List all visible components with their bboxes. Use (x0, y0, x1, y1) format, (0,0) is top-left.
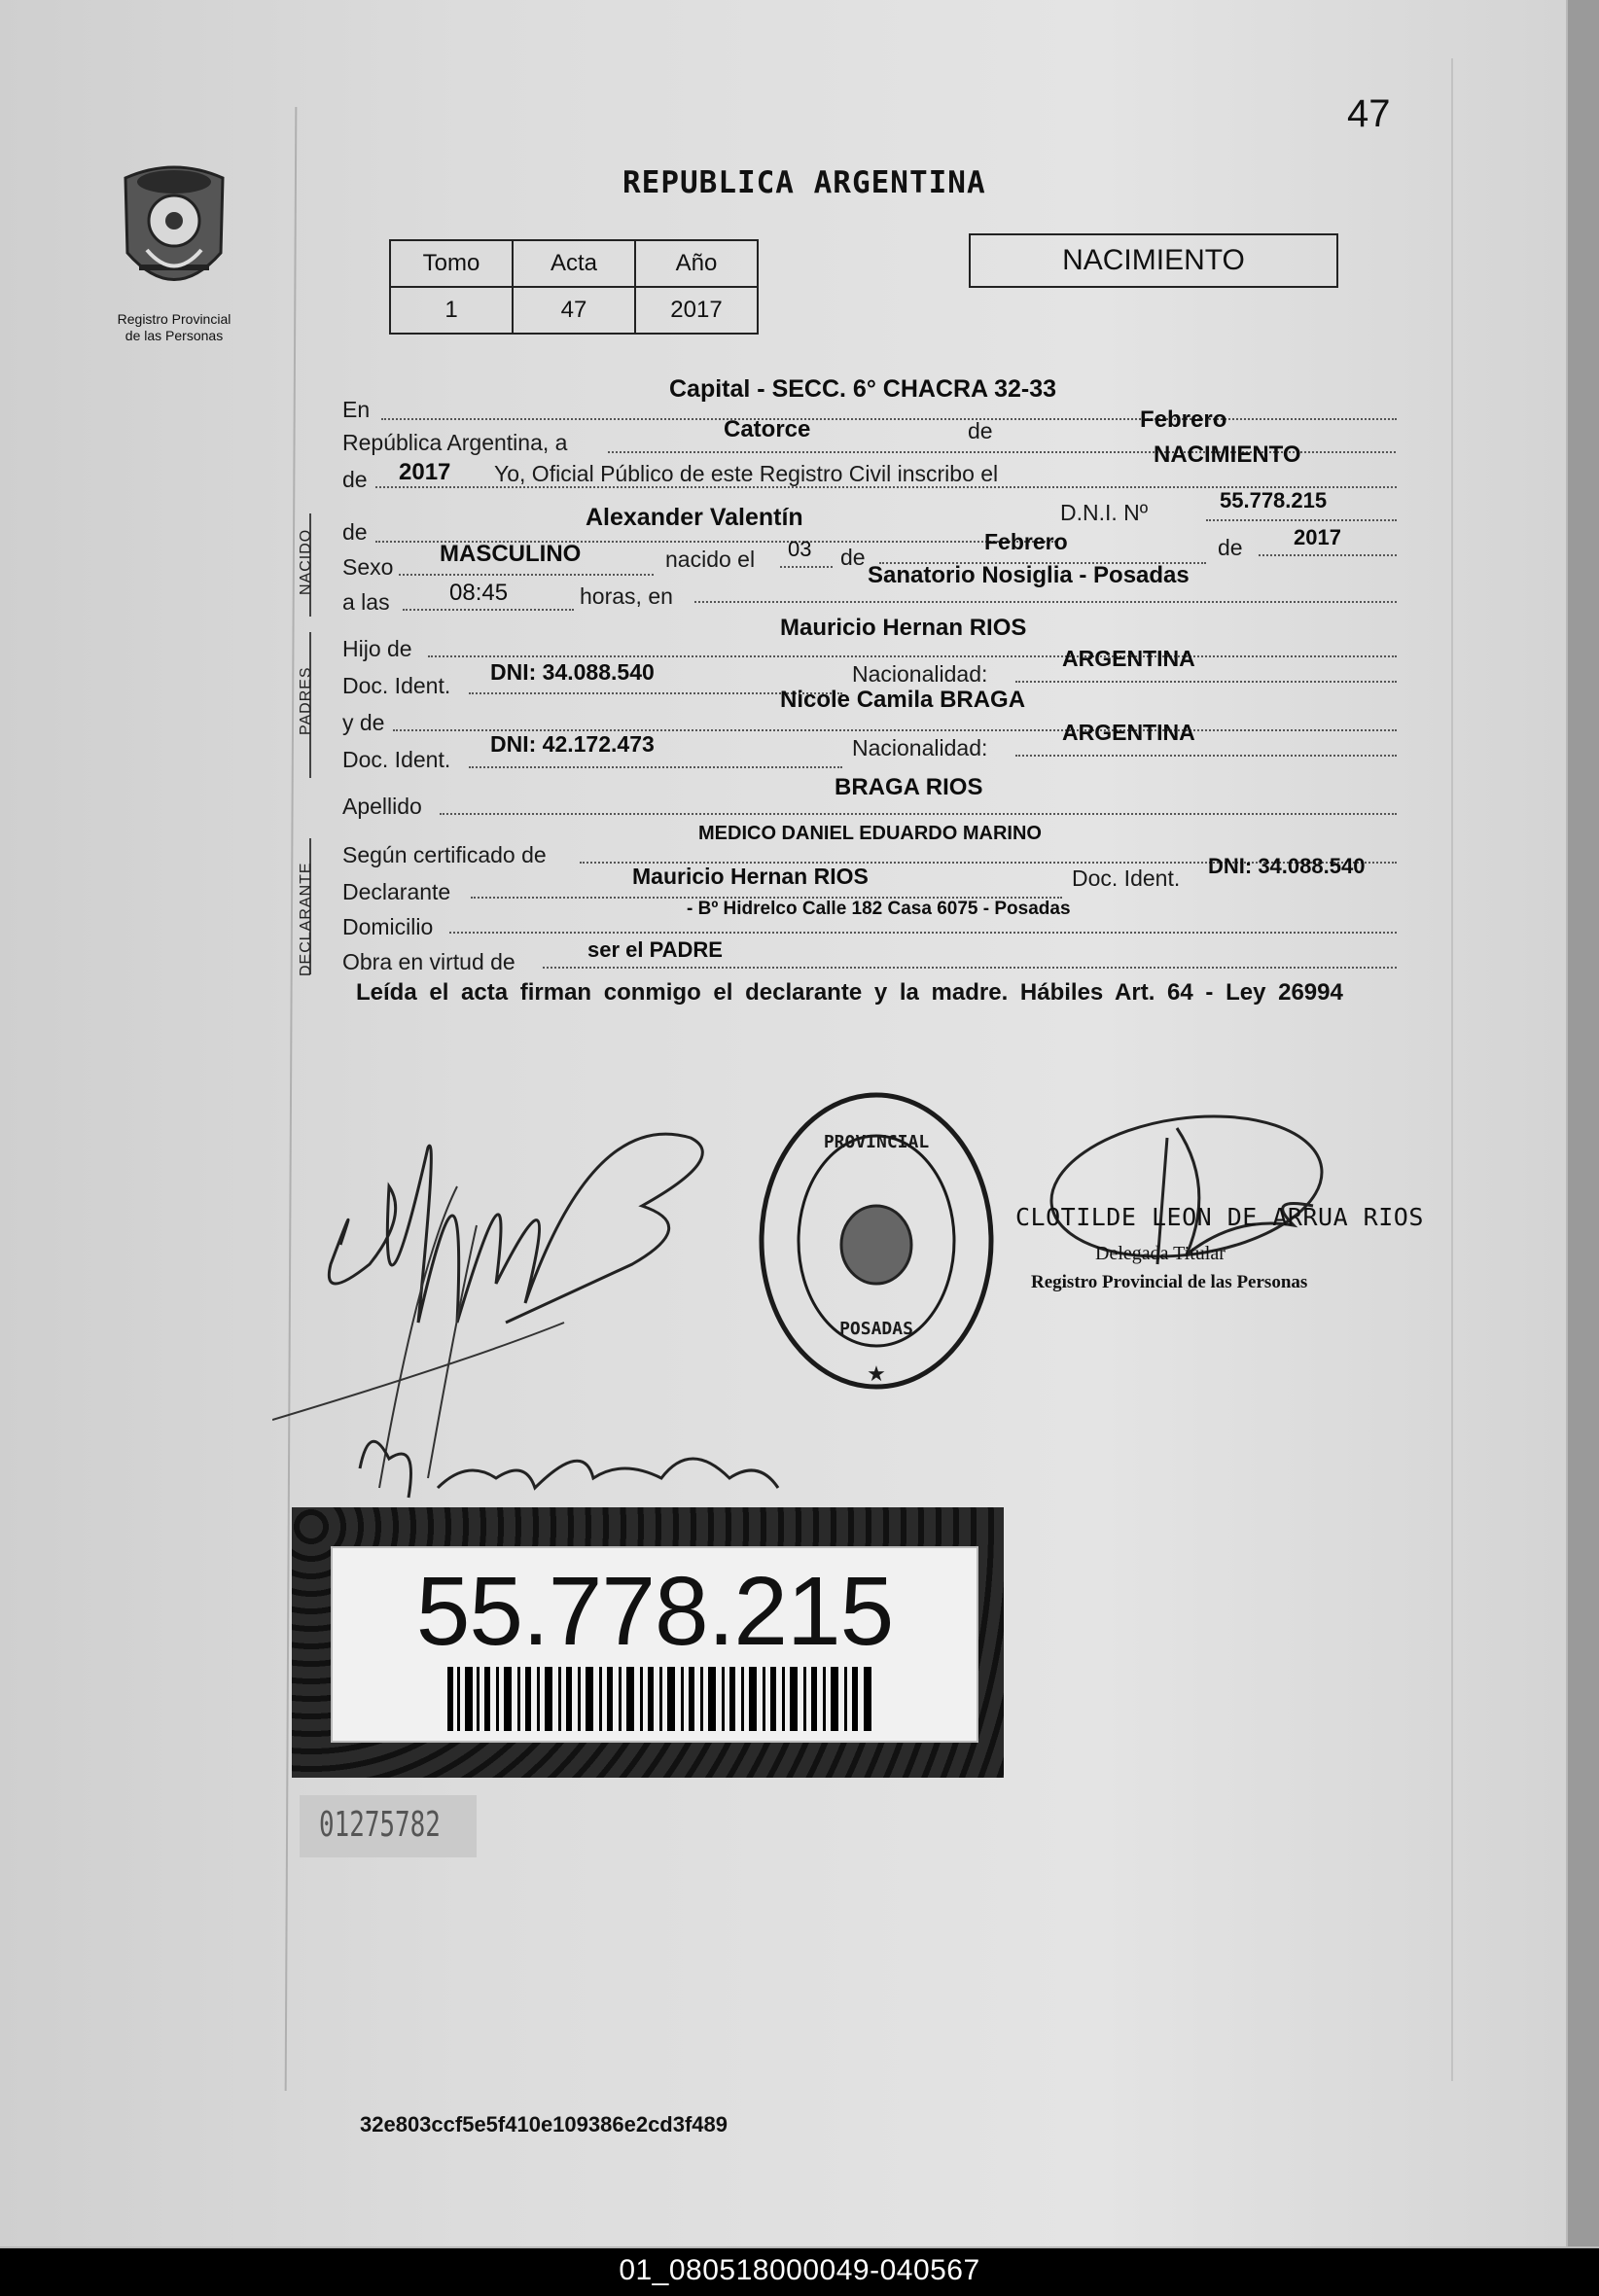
certificado-label: Según certificado de (342, 842, 547, 867)
de-nombre-label: de (342, 519, 368, 545)
domicilio-value: - Bº Hidrelco Calle 182 Casa 6075 - Posadas (687, 899, 1071, 919)
sticker-number: 55.778.215 (415, 1557, 894, 1666)
logo-caption-line2: de las Personas (124, 328, 224, 343)
day-value: Catorce (724, 416, 811, 442)
value-tomo: 1 (390, 287, 513, 334)
registry-table (389, 239, 759, 335)
nacido-label: nacido el (665, 547, 756, 572)
oficial-text: Yo, Oficial Público de este Registro Civil inscribo el (494, 461, 999, 486)
padre-doc-value: DNI: 34.088.540 (490, 659, 655, 685)
dotted-line (399, 574, 654, 576)
barcode-icon (447, 1667, 875, 1731)
dotted-line (543, 967, 1397, 969)
de-label: de (968, 418, 993, 443)
svg-text:★: ★ (867, 1361, 886, 1386)
obra-value: ser el PADRE (587, 937, 723, 962)
dotted-line (1015, 755, 1397, 757)
nacido-side-label: NACIDO (298, 528, 314, 595)
value-acta: 47 (513, 287, 635, 334)
madre-nac-value: ARGENTINA (1062, 720, 1195, 745)
dotted-line (469, 766, 842, 768)
en-label: En (342, 397, 371, 422)
footer-code: 01_080518000049-040567 (619, 2254, 980, 2286)
padres-side-label: PADRES (298, 666, 314, 735)
republica-label: República Argentina, a (342, 430, 568, 455)
closing-statement: Leída el acta firman conmigo el declarante y la madre. Hábiles Art. 64 - Ley 26994 (356, 979, 1343, 1006)
de-year-label: de (342, 467, 368, 492)
a-las-label: a las (342, 589, 390, 615)
coat-of-arms-icon (116, 160, 232, 301)
lugar-value: Sanatorio Nosiglia - Posadas (868, 562, 1190, 588)
birth-year-value: 2017 (1294, 525, 1341, 549)
certificado-value: MEDICO DANIEL EDUARDO MARINO (698, 823, 1042, 844)
birth-month-value: Febrero (984, 529, 1068, 554)
id-sticker (292, 1507, 1004, 1778)
obra-label: Obra en virtud de (342, 949, 515, 974)
nombre-value: Alexander Valentín (586, 504, 803, 531)
apellido-value: BRAGA RIOS (835, 774, 983, 800)
inscribe-type-value: NACIMIENTO (1154, 442, 1301, 468)
registry-seal-icon (757, 1089, 996, 1400)
serial-number: 01275782 (319, 1805, 441, 1845)
de-birth-year-label: de (1218, 535, 1243, 560)
de-birth-month-label: de (840, 545, 866, 570)
madre-nac-label: Nacionalidad: (852, 735, 988, 760)
logo-caption-line1: Registro Provincial (117, 311, 231, 327)
page-number: 47 (1347, 92, 1391, 135)
hijo-de-label: Hijo de (342, 636, 412, 661)
dni-value: 55.778.215 (1220, 488, 1328, 512)
declarante-doc-value: DNI: 34.088.540 (1208, 854, 1366, 878)
document-title: REPUBLICA ARGENTINA (622, 165, 986, 200)
registry-logo (105, 160, 243, 344)
padre-nac-value: ARGENTINA (1062, 646, 1195, 671)
madre-value: Nicole Camila BRAGA (780, 687, 1026, 713)
dotted-line (1206, 519, 1397, 521)
dotted-line (694, 601, 1397, 603)
padre-doc-label: Doc. Ident. (342, 673, 451, 698)
official-role: Delegada Titular (1095, 1243, 1226, 1264)
declarante-value: Mauricio Hernan RIOS (632, 864, 869, 889)
domicilio-label: Domicilio (342, 914, 434, 939)
dotted-line (780, 566, 833, 568)
scanner-edge (1568, 0, 1599, 2246)
place-value: Capital - SECC. 6° CHACRA 32-33 (669, 375, 1057, 403)
sexo-value: MASCULINO (440, 541, 582, 567)
official-office: Registro Provincial de las Personas (1031, 1272, 1308, 1292)
dotted-line (449, 932, 1397, 934)
right-margin-line (1451, 58, 1453, 2081)
sticker-label (331, 1546, 978, 1743)
declarante-doc-label: Doc. Ident. (1072, 865, 1181, 891)
header-acta: Acta (513, 240, 635, 287)
svg-text:POSADAS: POSADAS (839, 1319, 913, 1339)
birth-day-value: 03 (788, 537, 812, 561)
document-hash: 32e803ccf5e5f410e109386e2cd3f489 (360, 2112, 728, 2137)
madre-doc-value: DNI: 42.172.473 (490, 731, 655, 757)
sexo-label: Sexo (342, 554, 394, 580)
declarante-label: Declarante (342, 879, 451, 904)
y-de-label: y de (342, 710, 385, 735)
dni-label: D.N.I. Nº (1060, 500, 1149, 525)
horas-en-label: horas, en (580, 583, 673, 609)
dotted-line (1259, 554, 1397, 556)
header-anio: Año (635, 240, 758, 287)
value-anio: 2017 (635, 287, 758, 334)
year-value: 2017 (399, 459, 451, 485)
official-name: CLOTILDE LEON DE ARRUA RIOS (1015, 1203, 1424, 1231)
record-type-box: NACIMIENTO (969, 233, 1338, 288)
padre-nac-label: Nacionalidad: (852, 661, 988, 687)
svg-text:PROVINCIAL: PROVINCIAL (823, 1132, 930, 1152)
hora-value: 08:45 (449, 580, 509, 606)
dotted-line (428, 655, 1397, 657)
dotted-line (440, 813, 1397, 815)
padre-value: Mauricio Hernan RIOS (780, 615, 1027, 641)
header-tomo: Tomo (390, 240, 513, 287)
dotted-line (1015, 681, 1397, 683)
apellido-label: Apellido (342, 794, 422, 819)
dotted-line (403, 609, 574, 611)
madre-doc-label: Doc. Ident. (342, 747, 451, 772)
declarante-side-label: DECLARANTE (298, 862, 314, 976)
dotted-line (381, 418, 1397, 420)
month-value: Febrero (1140, 406, 1227, 433)
